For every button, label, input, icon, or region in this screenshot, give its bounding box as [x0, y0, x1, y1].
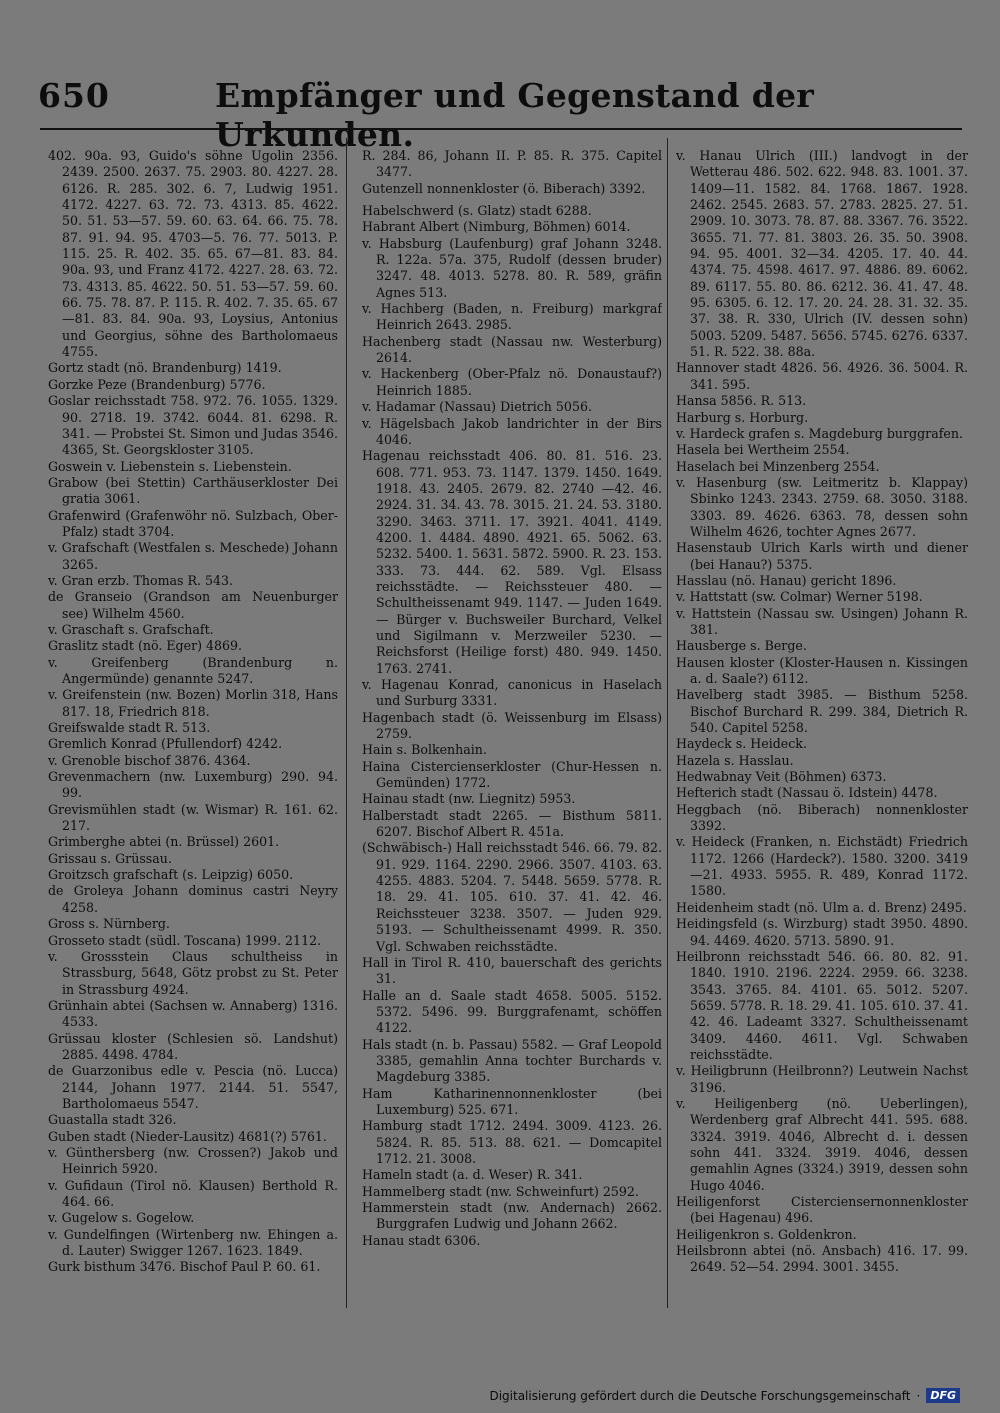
index-entry: Halberstadt stadt 2265. — Bisthum 5811. 6207. Bischof Albert R. 451a.: [362, 807, 662, 840]
index-entry: Guastalla stadt 326.: [48, 1112, 177, 1128]
index-entry: de Groleya Johann dominus castri Neyry 4258.: [48, 883, 338, 915]
index-entry: Gutenzell nonnenkloster (ö. Biberach) 3392.: [362, 180, 646, 196]
index-entry: v. Gundelfingen (Wirtenberg nw. Ehingen a. d. Lauter) Swigger 1267. 1623. 1849.: [48, 1226, 338, 1259]
index-entry: Goswein v. Liebenstein s. Liebenstein.: [48, 458, 292, 474]
index-entry: v. Grenoble bischof 3876. 4364.: [48, 752, 251, 768]
index-entry: Goslar reichsstadt 758. 972. 76. 1055. 1329. 90. 2718. 19. 3742. 6044. 81. 6298. R. 341. — Probstei St. Simon und Judas 3546. 4365, St. Georgskloster 3105.: [48, 393, 338, 458]
index-entry: v. Hackenberg (Ober-Pfalz nö. Donaustauf?) Heinrich 1885.: [362, 366, 662, 398]
column-divider: [667, 138, 668, 1308]
index-entry: Heggbach (nö. Biberach) nonnenkloster 3392.: [676, 801, 968, 834]
index-entry: v. Hadamar (Nassau) Dietrich 5056.: [362, 399, 592, 415]
index-entry: Hagenau reichsstadt 406. 80. 81. 516. 23. 608. 771. 953. 73. 1147. 1379. 1450. 1649. 1918. 43. 2405. 2679. 82. 2740 —42. 46. 2924. 31. 34. 43. 78. 3015. 21. 24. 53. 3180. 3290. 3463. 3711. 17. 3921. 4041. 4149. 4200. 1. 4484. 4890. 4921. 65. 5062. 63. 5232. 5400. 1. 5631. 5872. 5900. R. 23. 153. 333. 73. 444. 62. 589. Vgl. Elsass reichsstädte. — Reichssteuer 480. — Schultheissenamt 949. 1147. — Juden 1649. — Bürger v. Buchsweiler Burchard, Velkel und Sigilmann v. Merzweiler 5230. — Reichsforst (Heilige forst) 480. 949. 1450. 1763. 2741.: [362, 448, 662, 676]
index-entry: Grevenmachern (nw. Luxemburg) 290. 94. 99.: [48, 769, 338, 801]
index-entry: Grünhain abtei (Sachsen w. Annaberg) 1316. 4533.: [48, 997, 338, 1030]
index-entry: Heidingsfeld (s. Wirzburg) stadt 3950. 4890. 94. 4469. 4620. 5713. 5890. 91.: [676, 916, 968, 948]
index-column-right: [676, 148, 968, 1308]
index-entry: Hameln stadt (a. d. Weser) R. 341.: [362, 1167, 583, 1183]
index-entry: v. Hasenburg (sw. Leitmeritz b. Klappay) Sbinko 1243. 2343. 2759. 68. 3050. 3188. 3303. 89. 4626. 6363. 78, dessen sohn Wilhelm 4626, tochter Agnes 2677.: [676, 474, 968, 539]
index-entry: Greifswalde stadt R. 513.: [48, 720, 211, 736]
index-entry: Haina Cistercienserkloster (Chur-Hessen n. Gemünden) 1772.: [362, 758, 662, 791]
index-entry: Hausen kloster (Kloster-Hausen n. Kissingen a. d. Saale?) 6112.: [676, 654, 968, 686]
index-column-left: [48, 148, 338, 1308]
index-entry: Grosseto stadt (südl. Toscana) 1999. 2112.: [48, 932, 322, 948]
index-entry: v. Gran erzb. Thomas R. 543.: [48, 572, 234, 588]
index-entry: de Granseio (Grandson am Neuenburger see) Wilhelm 4560.: [48, 589, 338, 621]
index-entry: Hansa 5856. R. 513.: [676, 393, 807, 409]
index-entry: v. Heideck (Franken, n. Eichstädt) Friedrich 1172. 1266 (Hardeck?). 1580. 3200. 3419—21. 4933. 5955. R. 489, Konrad 1172. 1580.: [676, 834, 968, 899]
index-entry: Groitzsch grafschaft (s. Leipzig) 6050.: [48, 867, 294, 883]
index-entry: v. Hägelsbach Jakob landrichter in der Birs 4046.: [362, 415, 662, 447]
index-entry: v. Hagenau Konrad, canonicus in Haselach und Surburg 3331.: [362, 677, 662, 709]
index-entry: Haselach bei Minzenberg 2554.: [676, 458, 880, 474]
index-entry: Gremlich Konrad (Pfullendorf) 4242.: [48, 736, 283, 752]
index-entry: v. Grossstein Claus schultheiss in Strassburg, 5648, Götz probst zu St. Peter in Strassburg 4924.: [48, 948, 338, 997]
index-entry: v. Hattstein (Nassau sw. Usingen) Johann R. 381.: [676, 605, 968, 637]
index-entry: v. Gugelow s. Gogelow.: [48, 1210, 195, 1226]
index-entry: v. Heiligbrunn (Heilbronn?) Leutwein Nachst 3196.: [676, 1063, 968, 1095]
index-entry: v. Greifenstein (nw. Bozen) Morlin 318, Hans 817. 18, Friedrich 818.: [48, 687, 338, 719]
index-entry: Hefterich stadt (Nassau ö. Idstein) 4478.: [676, 785, 938, 801]
index-entry: Halle an d. Saale stadt 4658. 5005. 5152. 5372. 5496. 99. Burggrafenamt, schöffen 4122.: [362, 987, 662, 1036]
index-entry: Graslitz stadt (nö. Eger) 4869.: [48, 638, 243, 654]
index-entry: Habelschwerd (s. Glatz) stadt 6288.: [362, 203, 592, 219]
index-entry: Hall in Tirol R. 410, bauerschaft des gerichts 31.: [362, 954, 662, 987]
index-entry: Gorzke Peze (Brandenburg) 5776.: [48, 376, 266, 392]
index-entry: Havelberg stadt 3985. — Bisthum 5258. Bischof Burchard R. 299. 384, Dietrich R. 540. Capitel 5258.: [676, 687, 968, 736]
index-entry: Heidenheim stadt (nö. Ulm a. d. Brenz) 2495.: [676, 899, 967, 915]
index-entry: (Schwäbisch-) Hall reichsstadt 546. 66. 79. 82. 91. 929. 1164. 2290. 2966. 3507. 4103. 63. 4255. 4883. 5204. 7. 5448. 5659. 5778. R. 18. 29. 41. 105. 610. 37. 41. 42. 46. Reichssteuer 3238. 3507. — Juden 929. 5193. — Schultheissenamt 4999. R. 350. Vgl. Schwaben reichsstädte.: [362, 840, 662, 954]
index-entry: Grabow (bei Stettin) Carthäuserkloster Dei gratia 3061.: [48, 474, 338, 507]
index-entry: Hazela s. Hasslau.: [676, 752, 794, 768]
index-entry: v. Greifenberg (Brandenburg n. Angermünde) genannte 5247.: [48, 654, 338, 686]
index-entry: Heiligenkron s. Goldenkron.: [676, 1226, 857, 1242]
index-column-middle: [362, 148, 662, 1308]
index-entry: Grafenwird (Grafenwöhr nö. Sulzbach, Ober-Pfalz) stadt 3704.: [48, 507, 338, 539]
column-divider: [346, 138, 347, 1308]
index-entry: Gross s. Nürnberg.: [48, 916, 170, 932]
index-entry: Hainau stadt (nw. Liegnitz) 5953.: [362, 791, 576, 807]
index-entry: Hedwabnay Veit (Böhmen) 6373.: [676, 769, 887, 785]
index-entry: 402. 90a. 93, Guido's söhne Ugolin 2356. 2439. 2500. 2637. 75. 2903. 80. 4227. 28. 6126. R. 285. 302. 6. 7, Ludwig 1951. 4172. 4227. 63. 72. 73. 4313. 85. 4622. 50. 51. 53—57. 59. 60. 63. 64. 66. 75. 78. 87. 91. 94. 95. 4703—5. 76. 77. 5013. P. 115. 25. R. 402. 35. 65. 67—81. 83. 84. 90a. 93, und Franz 4172. 4227. 28. 63. 72. 73. 4313. 85. 4622. 50. 51. 53—57. 59. 60. 66. 75. 78. 87. P. 115. R. 402. 7. 35. 65. 67 —81. 83. 84. 90a. 93, Loysius, Antonius und Georgius, söhne des Bartholomaeus 4755.: [48, 148, 338, 360]
index-entry: Heiligenforst Cisterciensernonnenkloster (bei Hagenau) 496.: [676, 1194, 968, 1226]
index-entry: Ham Katharinennonnenkloster (bei Luxemburg) 525. 671.: [362, 1085, 662, 1117]
index-entry: Hausberge s. Berge.: [676, 638, 807, 654]
index-entry: Hachenberg stadt (Nassau nw. Westerburg) 2614.: [362, 333, 662, 366]
index-entry: Hain s. Bolkenhain.: [362, 742, 487, 758]
index-entry: Grüssau kloster (Schlesien sö. Landshut) 2885. 4498. 4784.: [48, 1030, 338, 1062]
index-entry: Hals stadt (n. b. Passau) 5582. — Graf Leopold 3385, gemahlin Anna tochter Burchards v. Magdeburg 3385.: [362, 1036, 662, 1085]
index-entry: v. Günthersberg (nw. Crossen?) Jakob und Heinrich 5920.: [48, 1144, 338, 1177]
index-entry: v. Hachberg (Baden, n. Freiburg) markgraf Heinrich 2643. 2985.: [362, 301, 662, 333]
index-entry: Hamburg stadt 1712. 2494. 3009. 4123. 26. 5824. R. 85. 513. 88. 621. — Domcapitel 1712. 21. 3008.: [362, 1118, 662, 1166]
index-entry: Hannover stadt 4826. 56. 4926. 36. 5004. R. 341. 595.: [676, 360, 968, 392]
index-entry: v. Grafschaft (Westfalen s. Meschede) Johann 3265.: [48, 540, 338, 572]
index-entry: v. Hanau Ulrich (III.) landvogt in der Wetterau 486. 502. 622. 948. 83. 1001. 37. 1409—11. 1582. 84. 1768. 1867. 1928. 2462. 2545. 2683. 57. 2783. 2825. 27. 51. 2909. 10. 3073. 78. 87. 88. 3367. 76. 3522. 3655. 71. 77. 81. 3803. 26. 35. 50. 3908. 94. 95. 4001. 32—34. 4205. 17. 40. 44. 4374. 75. 4598. 4617. 97. 4886. 89. 6062. 89. 6117. 55. 80. 86. 6212. 36. 41. 47. 48. 95. 6305. 6. 12. 17. 20. 24. 28. 31. 32. 35. 37. 38. R. 330, Ulrich (IV. dessen sohn) 5003. 5209. 5487. 5656. 5745. 6276. 6337. 51. R. 522. 38. 88a.: [676, 148, 968, 360]
index-entry: Habrant Albert (Nimburg, Böhmen) 6014.: [362, 219, 631, 235]
index-entry: Hagenbach stadt (ö. Weissenburg im Elsass) 2759.: [362, 709, 662, 742]
index-entry: Grissau s. Grüssau.: [48, 850, 172, 866]
index-entry: Hanau stadt 6306.: [362, 1232, 481, 1248]
index-entry: v. Gufidaun (Tirol nö. Klausen) Berthold R. 464. 66.: [48, 1177, 338, 1209]
index-entry: Heilbronn reichsstadt 546. 66. 80. 82. 91. 1840. 1910. 2196. 2224. 2959. 66. 3238. 3543. 3765. 84. 4101. 65. 5012. 5207. 5659. 5778. R. 18. 29. 41. 105. 610. 37. 41. 42. 46. Ladeamt 3327. Schultheissenamt 3409. 4460. 4611. Vgl. Schwaben reichsstädte.: [676, 948, 968, 1062]
index-entry: Guben stadt (Nieder-Lausitz) 4681(?) 5761.: [48, 1128, 327, 1144]
index-entry: v. Hattstatt (sw. Colmar) Werner 5198.: [676, 589, 923, 605]
index-entry: Grimberghe abtei (n. Brüssel) 2601.: [48, 834, 280, 850]
index-entry: Haydeck s. Heideck.: [676, 736, 807, 752]
dfg-logo: DFG: [926, 1388, 960, 1403]
index-entry: Hasslau (nö. Hanau) gericht 1896.: [676, 572, 897, 588]
index-entry: Hammerstein stadt (nw. Andernach) 2662. Burggrafen Ludwig und Johann 2662.: [362, 1200, 662, 1232]
header-rule: [40, 128, 962, 130]
index-entry: Hasela bei Wertheim 2554.: [676, 442, 850, 458]
index-entry: Gurk bisthum 3476. Bischof Paul P. 60. 61.: [48, 1259, 321, 1275]
index-entry: Hasenstaub Ulrich Karls wirth und diener (bei Hanau?) 5375.: [676, 540, 968, 572]
index-entry: v. Habsburg (Laufenburg) graf Johann 3248. R. 122a. 57a. 375, Rudolf (dessen bruder) 3247. 48. 4013. 5278. 80. R. 589, gräfin Agnes 513.: [362, 235, 662, 300]
footer-text: Digitalisierung gefördert durch die Deutsche Forschungsgemeinschaft: [489, 1388, 911, 1403]
index-entry: v. Graschaft s. Grafschaft.: [48, 621, 214, 637]
index-entry: Heilsbronn abtei (nö. Ansbach) 416. 17. 99. 2649. 52—54. 2994. 3001. 3455.: [676, 1243, 968, 1275]
index-entry: de Guarzonibus edle v. Pescia (nö. Lucca) 2144, Johann 1977. 2144. 51. 5547, Bartholomaeus 5547.: [48, 1063, 338, 1111]
page-title: Empfänger und Gegenstand der Urkunden.: [215, 76, 815, 154]
index-entry: Gortz stadt (nö. Brandenburg) 1419.: [48, 360, 282, 376]
index-entry: Grevismühlen stadt (w. Wismar) R. 161. 62. 217.: [48, 801, 338, 834]
page-number: 650: [38, 76, 110, 115]
footer-credit: Digitalisierung gefördert durch die Deutsche Forschungsgemeinschaft · DFG: [489, 1388, 960, 1403]
index-entry: R. 284. 86, Johann II. P. 85. R. 375. Capitel 3477.: [362, 148, 662, 180]
index-entry: v. Hardeck grafen s. Magdeburg burggrafen.: [676, 425, 963, 441]
index-entry: v. Heiligenberg (nö. Ueberlingen), Werdenberg graf Albrecht 441. 595. 688. 3324. 3919. 4046, Albrecht d. i. dessen sohn 441. 3324. 3919. 4046, dessen gemahlin Agnes (3324.) 3919, dessen sohn Hugo 4046.: [676, 1095, 968, 1193]
index-entry: Hammelberg stadt (nw. Schweinfurt) 2592.: [362, 1183, 639, 1199]
index-entry: Harburg s. Horburg.: [676, 409, 809, 425]
